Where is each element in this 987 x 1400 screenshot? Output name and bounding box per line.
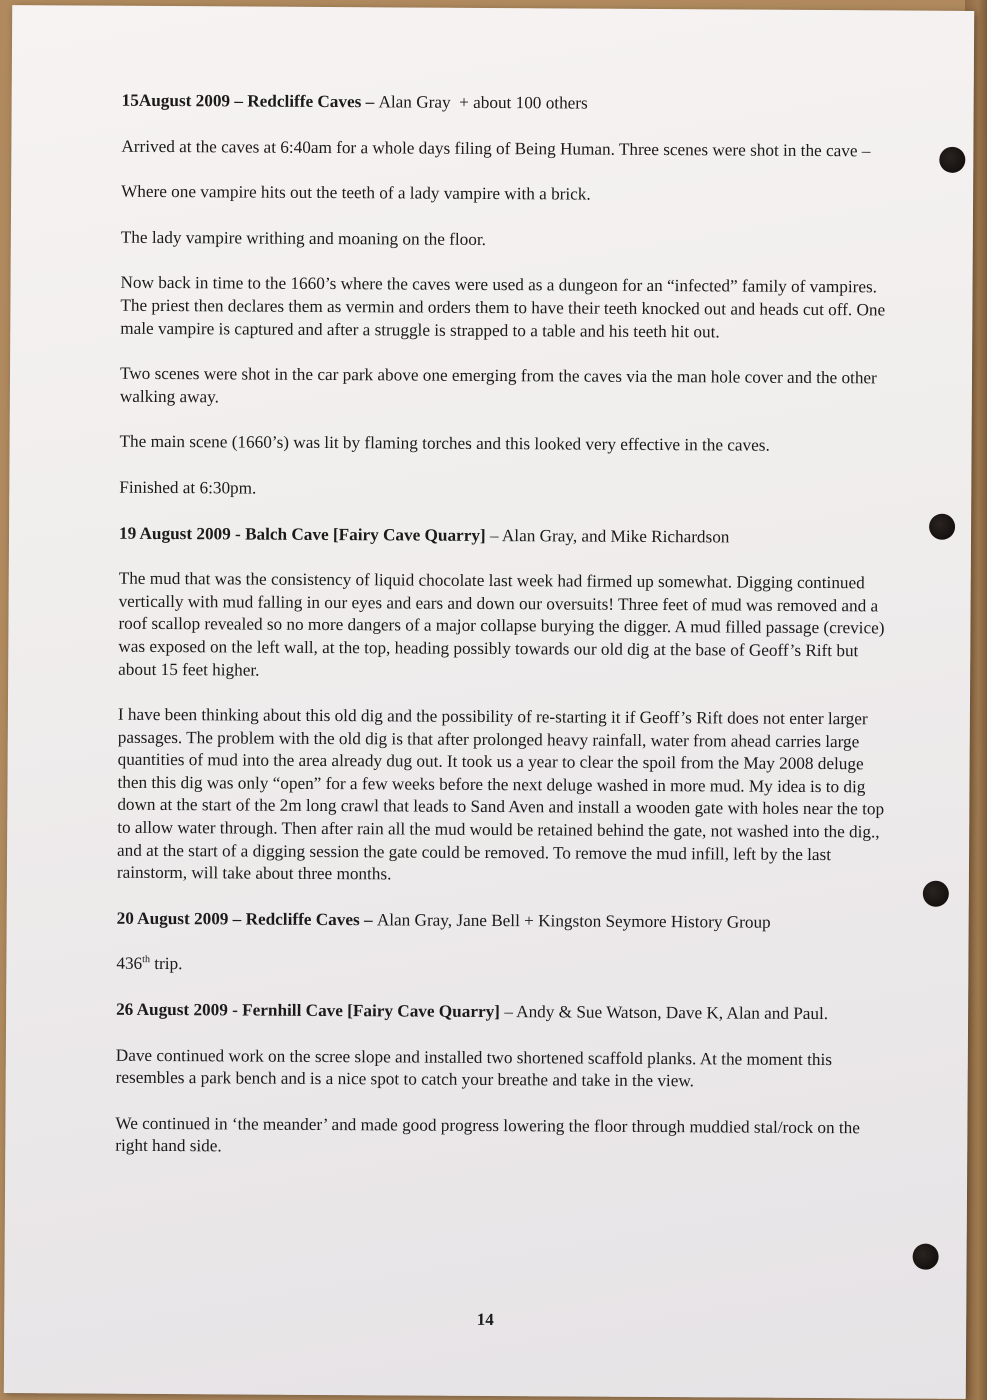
entry-paragraph: Dave continued work on the scree slope and installed two shortened scaffold planks. At the moment this resembles a park bench and is a nice spot to catch your breathe and take in the view. [115, 1045, 833, 1091]
entry-people: Alan Gray, Jane Bell + Kingston Seymore History Group [376, 910, 771, 932]
entry-paragraph: I have been thinking about this old dig and the possibility of re-starting it if Geoff’s Rift does not enter larger passages. The problem with the old dig is that after prolonged heavy rainfall, water from ahead carries large quantities of mud into the area already dug out. It took us a year to clear the spoil from the May 2008 deluge then this dig was only “open” for a few weeks before the next deluge washed in more mud. My idea is to dig down at the start of the 2m long crawl that leads to Sand Aven and install a wooden gate with holes near the top to allow water through. Then after rain all the mud would be retained behind the gate, not washed into the dig., and at the start of a digging session the gate could be removed. To remove the mud infill, left by the last rainstorm, will take about three months. [116, 704, 885, 884]
entry-paragraph: The mud that was the consistency of liquid chocolate last week had firmed up somewhat. Digging continued vertically with mud falling in our eyes and ears and down our oversuits! Three feet of mud was removed and a roof scallop revealed so no more dangers of a major collapse burying the digger. A mud filled passage (crevice) was exposed on the left wall, at the top, heading possibly towards our old dig at the base of Geoff’s Rift but about 15 feet higher. [118, 568, 885, 680]
entry-paragraph: Arrived at the caves at 6:40am for a whole days filing of Being Human. Three scenes were shot in the cave – [121, 136, 871, 160]
entry-date: 15August 2009 [121, 90, 231, 111]
entry-paragraph: Where one vampire hits out the teeth of a lady vampire with a brick. [121, 181, 591, 204]
entry-date: 19 August 2009 [118, 523, 231, 543]
entry-location: Redcliffe Caves [245, 909, 360, 930]
document-page [4, 5, 974, 1399]
punch-hole [913, 1244, 939, 1270]
entry-location: Fernhill Cave [Fairy Cave Quarry] [242, 1000, 501, 1022]
punch-hole [939, 147, 965, 173]
entry-date: 20 August 2009 [116, 908, 229, 929]
document-body [115, 90, 898, 1186]
entry-paragraph: Now back in time to the 1660’s where the caves were used as a dungeon for an “infected” family of vampires. The priest then declares them as vermin and orders them to have their teeth knocked out and heads cut off. One male vampire is captured and after a struggle is strapped to a table and his teeth hit out. [120, 273, 886, 341]
punch-hole [929, 514, 955, 540]
entry-people: Alan Gray + about 100 others [378, 92, 588, 113]
entry-location: Balch Cave [Fairy Cave Quarry] [245, 524, 486, 545]
entry-heading: 19 August 2009 - Balch Cave [Fairy Cave Quarry] – Alan Gray, and Mike Richardson [118, 523, 730, 546]
entry-paragraph: Finished at 6:30pm. [119, 477, 257, 498]
entry-heading: 26 August 2009 - Fernhill Cave [Fairy Cave Quarry] – Andy & Sue Watson, Dave K, Alan and Paul. [116, 999, 829, 1024]
entry-heading: 15August 2009 – Redcliffe Caves – Alan Gray + about 100 others [121, 90, 588, 113]
trip-count: 436th trip. [116, 954, 183, 974]
entry-location: Redcliffe Caves [247, 91, 362, 112]
entry-people: Andy & Sue Watson, Dave K, Alan and Paul. [516, 1002, 829, 1024]
entry-people: Alan Gray, and Mike Richardson [501, 525, 730, 546]
punch-hole [923, 881, 949, 907]
entry-paragraph: The main scene (1660’s) was lit by flaming torches and this looked very effective in the caves. [119, 432, 770, 456]
page-number: 14 [476, 1309, 494, 1330]
entry-date: 26 August 2009 [116, 999, 228, 1020]
entry-paragraph: The lady vampire writhing and moaning on the floor. [120, 227, 487, 249]
entry-paragraph: Two scenes were shot in the car park above one emerging from the caves via the man hole cover and the other walking away. [119, 363, 877, 407]
entry-heading: 20 August 2009 – Redcliffe Caves – Alan Gray, Jane Bell + Kingston Seymore History Group [116, 908, 771, 932]
entry-paragraph: We continued in ‘the meander’ and made good progress lowering the floor through muddied stal/rock on the right hand side. [115, 1113, 860, 1156]
